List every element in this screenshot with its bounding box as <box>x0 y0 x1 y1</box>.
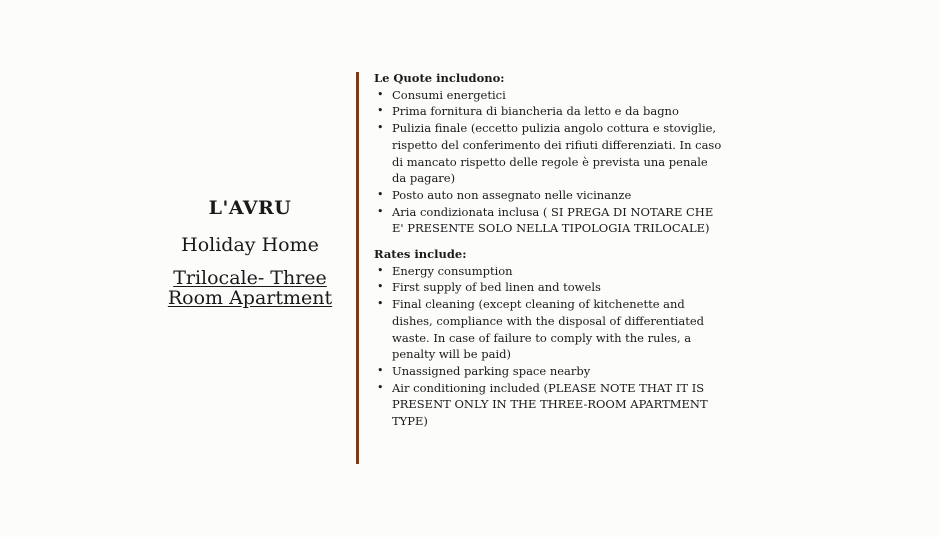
bullet-icon: • <box>377 363 384 377</box>
bullet-icon: • <box>377 263 384 277</box>
list-item <box>374 279 724 296</box>
list-item <box>374 296 724 363</box>
list-item-text: Consumi energetici <box>392 87 506 102</box>
list-item-text: Aria condizionata inclusa ( SI PREGA DI NOTARE CHE E' PRESENTE SOLO NELLA TIPOLOGIA TRILOCALE) <box>392 204 714 236</box>
bullet-icon: • <box>377 280 384 294</box>
bullet-icon: • <box>377 187 384 201</box>
rates-description <box>374 70 724 430</box>
bullet-icon: • <box>377 121 384 135</box>
english-heading: Rates include: <box>374 247 467 262</box>
list-item <box>374 263 724 280</box>
vertical-divider <box>356 72 359 464</box>
list-item <box>374 204 724 237</box>
list-item <box>374 120 724 187</box>
list-item-text: Air conditioning included (PLEASE NOTE THAT IT IS PRESENT ONLY IN THE THREE-ROOM APARTMENT TYPE) <box>392 380 708 429</box>
list-item-text: First supply of bed linen and towels <box>392 280 601 295</box>
italian-heading: Le Quote includono: <box>374 71 505 85</box>
bullet-icon: • <box>377 297 384 311</box>
english-list <box>374 263 724 430</box>
room-type-line-2: Room Apartment <box>167 287 333 309</box>
list-item <box>374 363 724 380</box>
list-item <box>374 87 724 104</box>
list-item-text: Prima fornitura di biancheria da letto e da bagno <box>392 104 679 119</box>
list-item-text: Posto auto non assegnato nelle vicinanze <box>392 187 632 202</box>
list-item <box>374 187 724 204</box>
italian-list <box>374 87 724 237</box>
list-item-text: Pulizia finale (eccetto pulizia angolo cottura e stoviglie, rispetto del conferimento dei rifiuti differenziati. In caso di mancato rispetto delle regole è prevista una penale da pagare) <box>392 121 722 186</box>
list-item-text: Energy consumption <box>392 263 513 278</box>
list-item-text: Final cleaning (except cleaning of kitchenette and dishes, compliance with the disposal of differentiated waste. In case of failure to comply with the rules, a penalty will be paid) <box>392 297 705 362</box>
bullet-icon: • <box>377 380 384 394</box>
bullet-icon: • <box>377 87 384 101</box>
room-type-line-1: Trilocale- Three <box>173 267 327 289</box>
list-item <box>374 103 724 120</box>
list-item <box>374 380 724 430</box>
list-item-text: Unassigned parking space nearby <box>392 363 591 378</box>
property-subtitle: Holiday Home <box>181 234 319 256</box>
bullet-icon: • <box>377 104 384 118</box>
room-type-title <box>150 268 350 308</box>
bullet-icon: • <box>377 204 384 218</box>
property-title-block <box>150 196 350 308</box>
brand-name: L'AVRU <box>208 197 292 219</box>
